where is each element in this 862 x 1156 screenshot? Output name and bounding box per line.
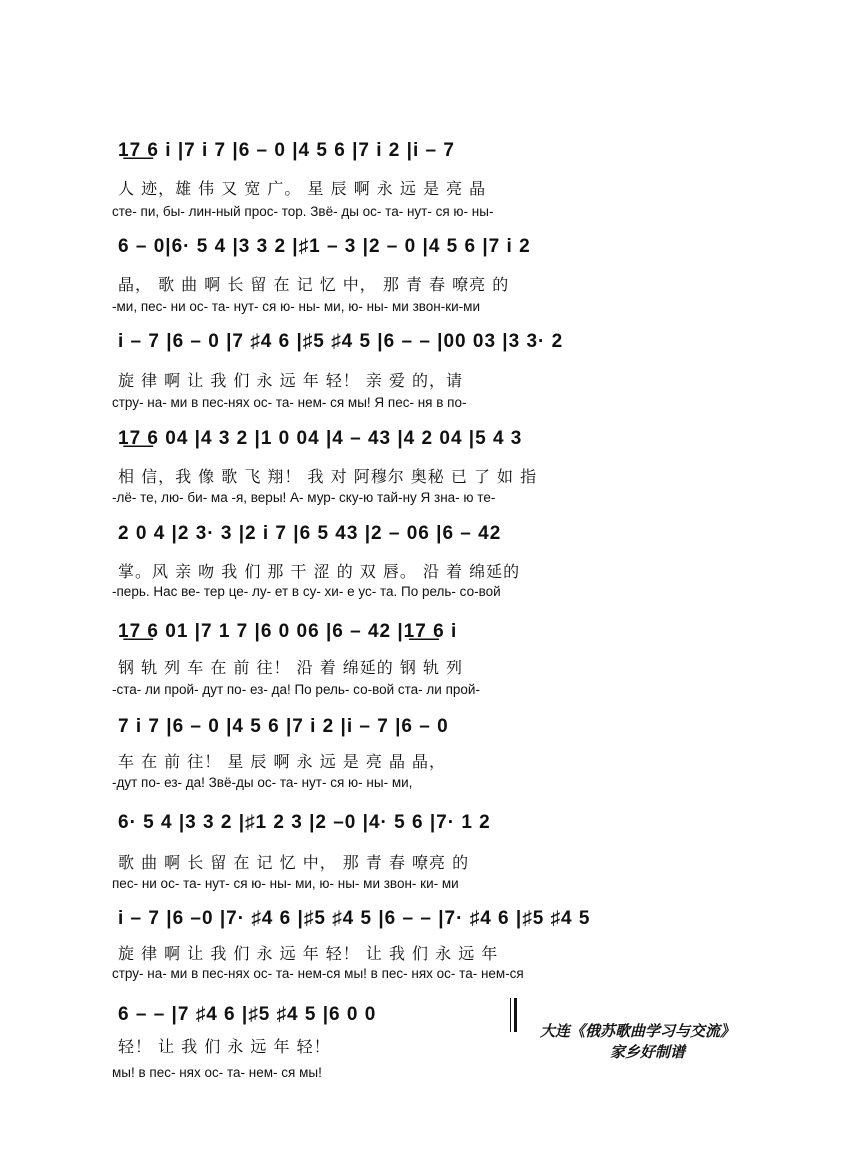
lyrics-chinese: 相 信，我 像 歌 飞 翔！ 我 对 阿穆尔 奥秘 已 了 如 指 — [118, 467, 538, 486]
notes-line: 1͟7͟ 6 i |7 i 7 |6 – 0 |4 5 6 |7 i 2 |i – 7 — [118, 140, 455, 161]
credit-source: 大连《俄苏歌曲学习与交流》 — [540, 1022, 736, 1040]
lyrics-chinese: 晶， 歌 曲 啊 长 留 在 记 忆 中， 那 青 春 嘹亮 的 — [118, 275, 510, 294]
final-barline-thick — [514, 998, 517, 1032]
lyrics-chinese: 轻！ 让 我 们 永 远 年 轻！ — [118, 1037, 331, 1056]
lyrics-russian: -ста- ли прой- дут по- ез- да! По рель- со-вой ста- ли прой- — [112, 682, 480, 697]
lyrics-russian: стру- на- ми в пес-нях ос- та- нем-ся мы! в пес- нях ос- та- нем-ся — [112, 966, 524, 981]
lyrics-russian: -ми, пес- ни ос- та- нут- ся ю- ны- ми, ю- ны- ми звон-ки-ми — [112, 299, 481, 314]
notes-line: i – 7 |6 – 0 |7 ♯4 6 |♯5 ♯4 5 |6 – – |00 03 |3 3· 2 — [118, 331, 564, 352]
lyrics-chinese: 钢 轨 列 车 在 前 往！ 沿 着 绵延的 钢 轨 列 — [118, 658, 464, 677]
notes-line: 6· 5 4 |3 3 2 |♯1 2 3 |2 –0 |4· 5 6 |7· 1 2 — [118, 812, 491, 833]
lyrics-russian: -перь. Нас ве- тер це- лу- ет в су- хи- е ус- та. По рель- со-вой — [112, 584, 501, 599]
final-barline-thin — [510, 998, 511, 1032]
lyrics-russian: -дут по- ез- да! Звё-ды ос- та- нут- ся ю- ны- ми, — [112, 775, 413, 790]
lyrics-russian: пес- ни ос- та- нут- ся ю- ны- ми, ю- ны- ми звон- ки- ми — [112, 876, 459, 891]
notes-line: 6 – – |7 ♯4 6 |♯5 ♯4 5 |6 0 0 — [118, 1004, 377, 1025]
lyrics-russian: мы! в пес- нях ос- та- нем- ся мы! — [112, 1065, 322, 1080]
notes-line: i – 7 |6 –0 |7· ♯4 6 |♯5 ♯4 5 |6 – – |7· ♯4 6 |♯5 ♯4 5 — [118, 908, 591, 929]
lyrics-russian: сте- пи, бы- лин-ный прос- тор. Звё- ды ос- та- нут- ся ю- ны- — [112, 204, 494, 219]
notes-line: 2 0 4 |2 3· 3 |2 i 7 |6 5 43 |2 – 06 |6 – 42 — [118, 523, 502, 544]
lyrics-chinese: 人 迹，雄 伟 又 宽 广。 星 辰 啊 永 远 是 亮 晶 — [118, 179, 487, 198]
notes-line: 7 i 7 |6 – 0 |4 5 6 |7 i 2 |i – 7 |6 – 0 — [118, 716, 449, 737]
lyrics-russian: -лё- те, лю- би- ма -я, веры! А- мур- ску-ю тай-ну Я зна- ю те- — [112, 490, 496, 505]
lyrics-chinese: 旋 律 啊 让 我 们 永 远 年 轻！ 亲 爱 的，请 — [118, 371, 464, 390]
lyrics-russian: стру- на- ми в пес-нях ос- та- нем- ся мы! Я пес- ня в по- — [112, 395, 467, 410]
lyrics-chinese: 掌。风 亲 吻 我 们 那 干 涩 的 双 唇。 沿 着 绵延的 — [118, 562, 521, 581]
notes-line: 1͟7͟ 6 01 |7 1 7 |6 0 06 |6 – 42 |1͟7͟ 6 i — [118, 621, 458, 642]
lyrics-chinese: 旋 律 啊 让 我 们 永 远 年 轻！ 让 我 们 永 远 年 — [118, 944, 499, 963]
credit-author: 家乡好制谱 — [610, 1043, 686, 1061]
lyrics-chinese: 歌 曲 啊 长 留 在 记 忆 中， 那 青 春 嘹亮 的 — [118, 853, 470, 872]
notes-line: 1͟7͟ 6 04 |4 3 2 |1 0 04 |4 – 43 |4 2 04 |5 4 3 — [118, 428, 523, 449]
notes-line: 6 – 0|6· 5 4 |3 3 2 |♯1 – 3 |2 – 0 |4 5 6 |7 i 2 — [118, 236, 531, 257]
lyrics-chinese: 车 在 前 往！ 星 辰 啊 永 远 是 亮 晶 晶， — [118, 752, 447, 771]
